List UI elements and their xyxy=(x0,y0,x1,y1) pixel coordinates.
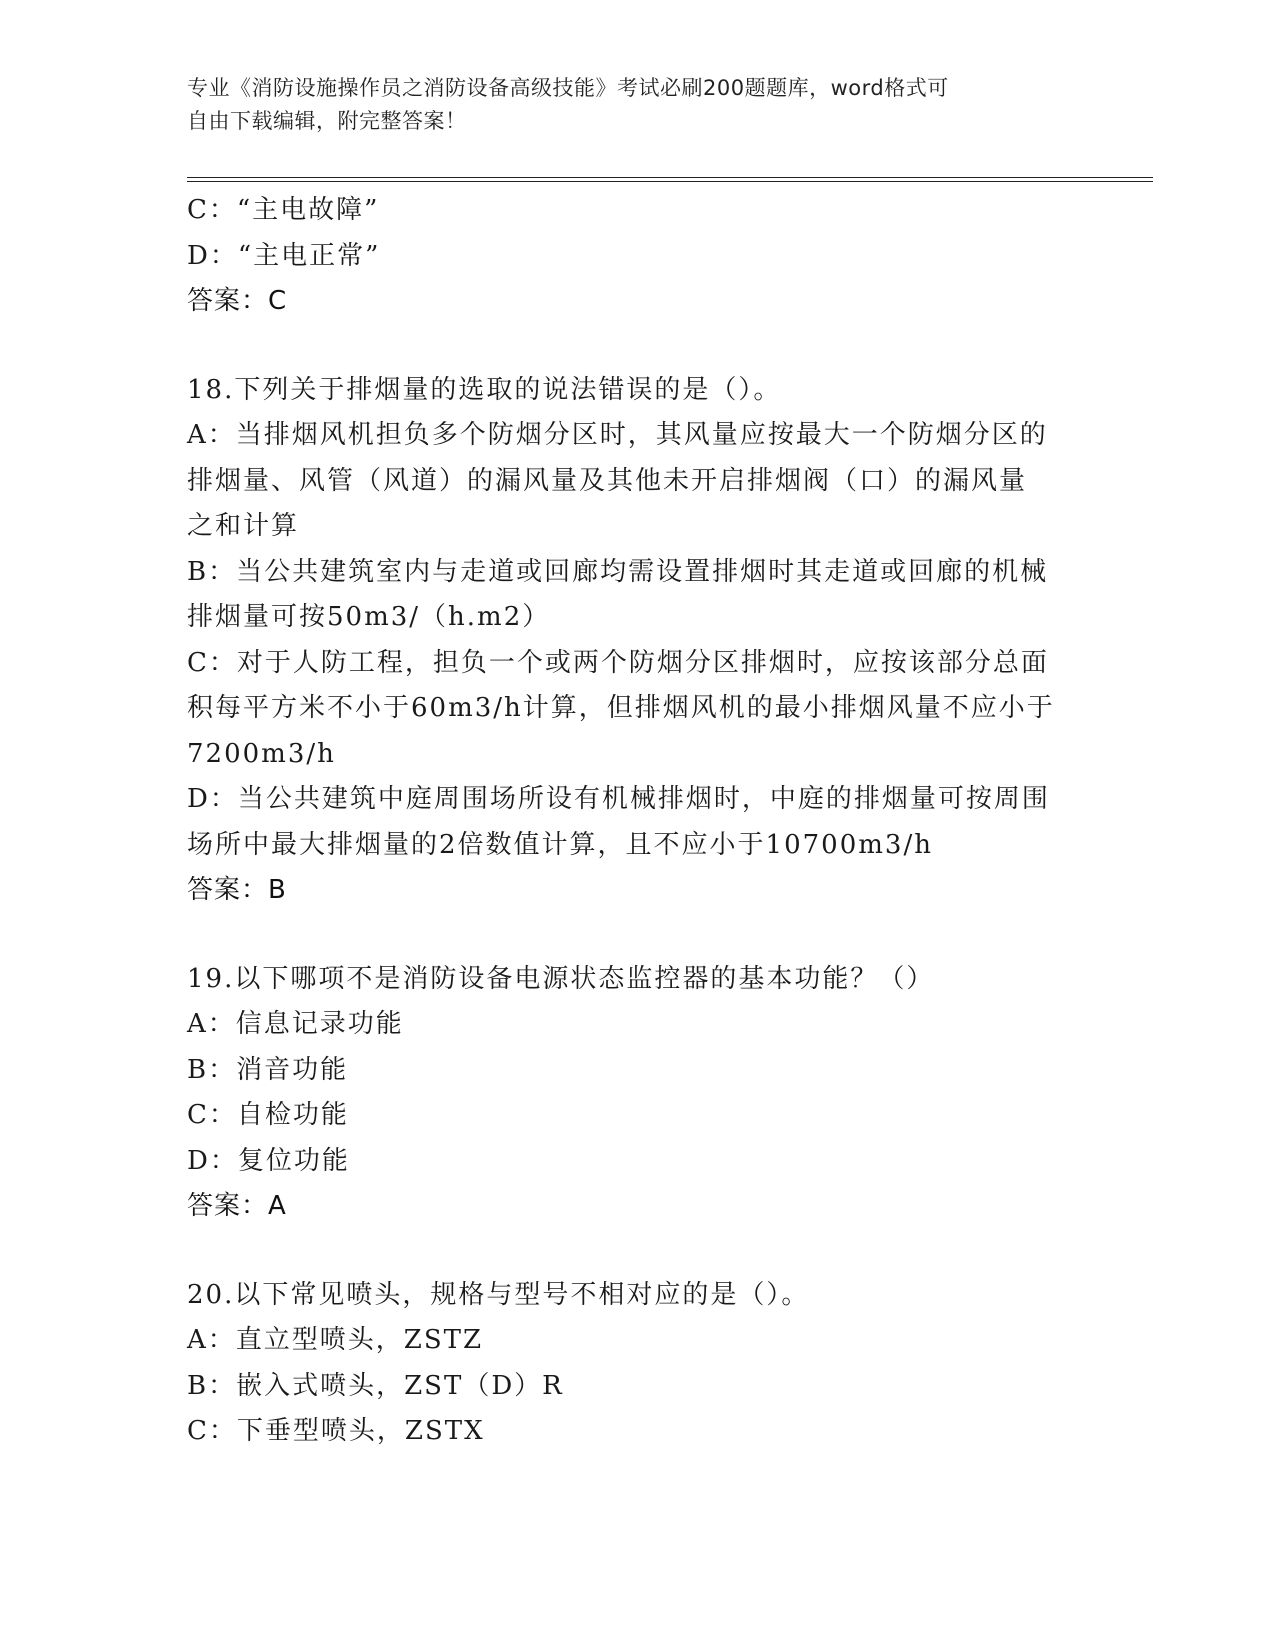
option-d: D：“主电正常” xyxy=(187,240,381,271)
question-block-20 xyxy=(187,1273,1087,1455)
option-d-line-1: D：当公共建筑中庭周围场所设有机械排烟时，中庭的排烟量可按周围 xyxy=(187,784,1050,814)
question-block-19 xyxy=(187,957,1087,1230)
question-block-18 xyxy=(187,368,1087,914)
option-a-line-2: 排烟量、风管（风道）的漏风量及其他未开启排烟阀（口）的漏风量 xyxy=(187,465,1028,496)
option-a-line-3: 之和计算 xyxy=(187,511,300,541)
answer-line: 答案：A xyxy=(187,1191,287,1221)
question-content xyxy=(187,188,1087,1455)
option-a: A：直立型喷头，ZSTZ xyxy=(187,1325,484,1355)
option-c-line-3: 7200m3/h xyxy=(187,738,336,769)
question-block-17-tail xyxy=(187,188,1087,325)
option-a-line-1: A：当排烟风机担负多个防烟分区时，其风量应按最大一个防烟分区的 xyxy=(187,420,1048,450)
option-a: A：信息记录功能 xyxy=(187,1009,404,1039)
option-c: C：下垂型喷头，ZSTX xyxy=(187,1416,485,1446)
spacer xyxy=(187,914,1087,957)
option-d-line-2: 场所中最大排烟量的2倍数值计算，且不应小于10700m3/h xyxy=(187,829,933,860)
header-line-1: 专业《消防设施操作员之消防设备高级技能》考试必刷200题题库，word格式可 xyxy=(187,76,949,100)
option-d: D：复位功能 xyxy=(187,1145,350,1176)
option-b: B：消音功能 xyxy=(187,1054,349,1085)
header-divider-bottom xyxy=(187,181,1153,182)
page-header xyxy=(187,72,1087,138)
option-c: C：自检功能 xyxy=(187,1100,349,1130)
option-b-line-1: B：当公共建筑室内与走道或回廊均需设置排烟时其走道或回廊的机械 xyxy=(187,556,1049,587)
header-divider-top xyxy=(187,177,1153,178)
question-text: 18.下列关于排烟量的选取的说法错误的是（）。 xyxy=(187,374,782,405)
option-c: C：“主电故障” xyxy=(187,195,380,225)
question-text: 20.以下常见喷头，规格与型号不相对应的是（）。 xyxy=(187,1279,810,1310)
question-text: 19.以下哪项不是消防设备电源状态监控器的基本功能？（） xyxy=(187,963,935,994)
spacer xyxy=(187,325,1087,368)
option-b: B：嵌入式喷头，ZST（D）R xyxy=(187,1370,564,1401)
answer-line: 答案：B xyxy=(187,875,287,905)
header-line-2: 自由下载编辑，附完整答案！ xyxy=(187,109,467,133)
answer-line: 答案：C xyxy=(187,286,288,316)
option-c-line-1: C：对于人防工程，担负一个或两个防烟分区排烟时，应按该部分总面 xyxy=(187,647,1049,678)
option-c-line-2: 积每平方米不小于60m3/h计算，但排烟风机的最小排烟风量不应小于 xyxy=(187,693,1055,723)
option-b-line-2: 排烟量可按50m3/（h.m2） xyxy=(187,602,551,632)
spacer xyxy=(187,1230,1087,1273)
